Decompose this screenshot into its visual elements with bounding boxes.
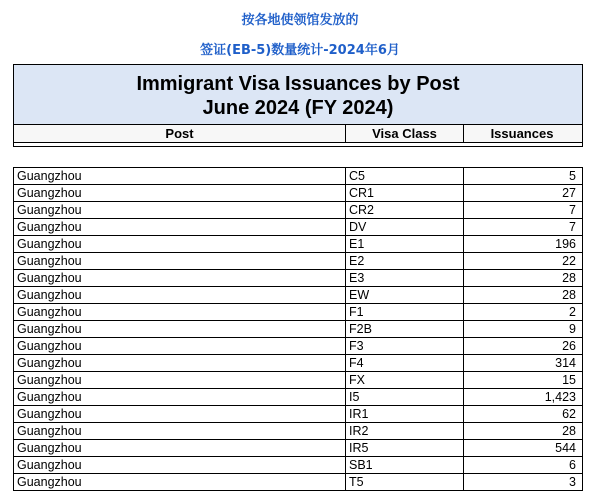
table-row bbox=[14, 321, 582, 338]
cell-post: Guangzhou bbox=[14, 304, 346, 320]
cell-visa-class: F4 bbox=[346, 355, 464, 371]
cell-issuances: 28 bbox=[562, 288, 576, 302]
caption-line-2: 签证(EB-5)数量统计-2024年6月 bbox=[200, 43, 400, 58]
cell-visa-class: EW bbox=[346, 287, 464, 303]
header-post: Post bbox=[14, 125, 346, 142]
table-title-line-2: June 2024 (FY 2024) bbox=[202, 97, 394, 119]
cell-visa-class: IR1 bbox=[346, 406, 464, 422]
table-row bbox=[14, 304, 582, 321]
cell-visa-class: DV bbox=[346, 219, 464, 235]
cell-post: Guangzhou bbox=[14, 185, 346, 201]
table-row bbox=[14, 440, 582, 457]
cell-visa-class: SB1 bbox=[346, 457, 464, 473]
cell-visa-class: CR2 bbox=[346, 202, 464, 218]
table-row bbox=[14, 355, 582, 372]
cell-post: Guangzhou bbox=[14, 372, 346, 388]
cell-issuances: 314 bbox=[555, 356, 576, 370]
cell-issuances: 9 bbox=[569, 322, 576, 336]
table-row bbox=[14, 457, 582, 474]
cell-issuances: 3 bbox=[569, 475, 576, 489]
table-row bbox=[14, 423, 582, 440]
cell-post: Guangzhou bbox=[14, 253, 346, 269]
cell-post: Guangzhou bbox=[14, 355, 346, 371]
cell-issuances: 26 bbox=[562, 339, 576, 353]
table-row bbox=[14, 253, 582, 270]
cell-post: Guangzhou bbox=[14, 440, 346, 456]
cell-visa-class: E1 bbox=[346, 236, 464, 252]
cell-visa-class: I5 bbox=[346, 389, 464, 405]
cell-issuances: 7 bbox=[569, 220, 576, 234]
cell-issuances: 28 bbox=[562, 424, 576, 438]
cell-issuances: 7 bbox=[569, 203, 576, 217]
cell-issuances: 2 bbox=[569, 305, 576, 319]
cell-post: Guangzhou bbox=[14, 236, 346, 252]
cell-issuances: 6 bbox=[569, 458, 576, 472]
header-visa-class: Visa Class bbox=[346, 125, 464, 142]
caption-line-1: 按各地使领馆发放的 bbox=[241, 13, 359, 28]
cell-issuances: 22 bbox=[562, 254, 576, 268]
cell-post: Guangzhou bbox=[14, 270, 346, 286]
cell-post: Guangzhou bbox=[14, 474, 346, 490]
table-row bbox=[14, 219, 582, 236]
table-row bbox=[14, 270, 582, 287]
cell-post: Guangzhou bbox=[14, 168, 346, 184]
cell-issuances: 5 bbox=[569, 169, 576, 183]
table-row bbox=[14, 168, 582, 185]
cell-visa-class: C5 bbox=[346, 168, 464, 184]
table-row bbox=[14, 202, 582, 219]
cell-post: Guangzhou bbox=[14, 457, 346, 473]
cell-visa-class: CR1 bbox=[346, 185, 464, 201]
cell-post: Guangzhou bbox=[14, 338, 346, 354]
table-row bbox=[14, 372, 582, 389]
header-issuances: Issuances bbox=[490, 126, 554, 141]
cell-post: Guangzhou bbox=[14, 202, 346, 218]
cell-visa-class: E2 bbox=[346, 253, 464, 269]
cell-post: Guangzhou bbox=[14, 219, 346, 235]
table-row bbox=[14, 185, 582, 202]
cell-issuances: 62 bbox=[562, 407, 576, 421]
table-header-row bbox=[14, 125, 582, 143]
cell-visa-class: T5 bbox=[346, 474, 464, 490]
table-row bbox=[14, 338, 582, 355]
cell-post: Guangzhou bbox=[14, 406, 346, 422]
table-body bbox=[14, 167, 582, 491]
cell-issuances: 196 bbox=[555, 237, 576, 251]
cell-visa-class: FX bbox=[346, 372, 464, 388]
cell-issuances: 27 bbox=[562, 186, 576, 200]
table-title-line-1: Immigrant Visa Issuances by Post bbox=[136, 73, 460, 95]
table-row bbox=[14, 236, 582, 253]
section-gap bbox=[14, 147, 582, 167]
table-row bbox=[14, 406, 582, 423]
table-row bbox=[14, 389, 582, 406]
cell-visa-class: E3 bbox=[346, 270, 464, 286]
cell-post: Guangzhou bbox=[14, 287, 346, 303]
cell-visa-class: F3 bbox=[346, 338, 464, 354]
issuance-table bbox=[13, 64, 583, 491]
cell-post: Guangzhou bbox=[14, 389, 346, 405]
cell-visa-class: IR5 bbox=[346, 440, 464, 456]
cell-post: Guangzhou bbox=[14, 423, 346, 439]
cell-issuances: 28 bbox=[562, 271, 576, 285]
cell-visa-class: F2B bbox=[346, 321, 464, 337]
table-title bbox=[14, 64, 582, 125]
cell-issuances: 15 bbox=[562, 373, 576, 387]
table-row bbox=[14, 474, 582, 491]
cell-issuances: 1,423 bbox=[544, 390, 576, 404]
table-row bbox=[14, 287, 582, 304]
cell-issuances: 544 bbox=[555, 441, 576, 455]
cell-visa-class: IR2 bbox=[346, 423, 464, 439]
cell-visa-class: F1 bbox=[346, 304, 464, 320]
cell-post: Guangzhou bbox=[14, 321, 346, 337]
